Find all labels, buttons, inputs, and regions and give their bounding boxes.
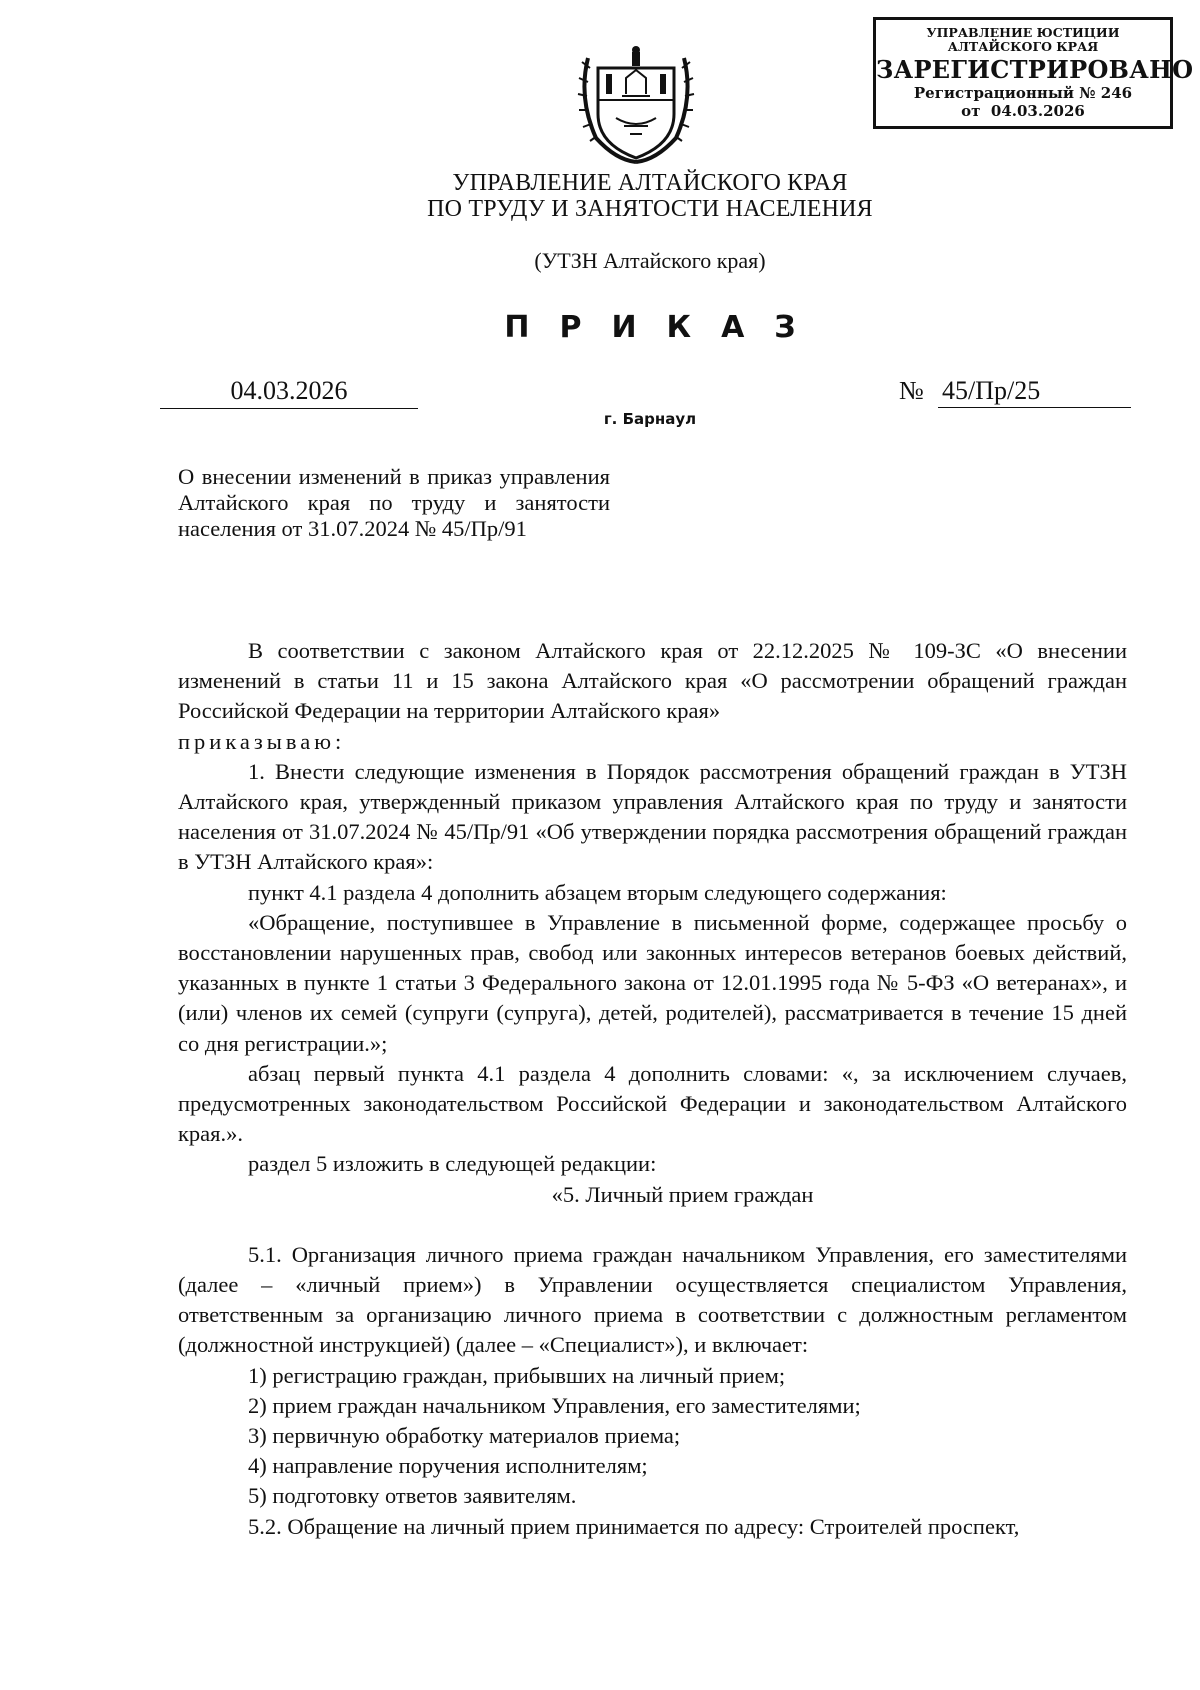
paragraph-5-2: 5.2. Обращение на личный прием принимается по адресу: Строителей проспект, — [248, 1513, 1020, 1539]
order-number: 45/Пр/25 — [938, 374, 1131, 408]
registration-stamp — [873, 17, 1194, 129]
stamp-org: УПРАВЛЕНИЕ ЮСТИЦИИ АЛТАЙСКОГО КРАЯ — [926, 25, 1120, 54]
list-item: 2) прием граждан начальником Управления, его заместителями; — [248, 1392, 861, 1418]
city: г. Барнаул — [603, 410, 697, 428]
document-type-title: ПРИКАЗ — [504, 310, 826, 345]
list-item: 4) направление поручения исполнителям; — [248, 1453, 648, 1479]
paragraph-4: абзац первый пункта 4.1 раздела 4 дополнить словами: «, за исключением случаев, предусмотренных законодательством Российской Федерации и законодательством Алтайского края.». — [178, 1060, 1127, 1147]
order-subject: О внесении изменений в приказ управления Алтайского края по труду и занятости населения от 31.07.2024 № 45/Пр/91 — [178, 464, 610, 541]
stamp-reg-number: Регистрационный № 246 — [913, 84, 1133, 102]
order-body — [178, 636, 1127, 1542]
paragraph-5: раздел 5 изложить в следующей редакции: — [248, 1151, 657, 1177]
list-item: 1) регистрацию граждан, прибывших на личный прием; — [248, 1362, 786, 1388]
stamp-status: ЗАРЕГИСТРИРОВАНО — [876, 55, 1194, 84]
section-title: «5. Личный прием граждан — [551, 1181, 814, 1207]
list-item: 3) первичную обработку материалов приема; — [248, 1423, 681, 1449]
stamp-date: от 04.03.2026 — [961, 102, 1085, 120]
preamble-paragraph: В соответствии с законом Алтайского края от 22.12.2025 № 109-ЗС «О внесении изменений в статьи 11 и 15 закона Алтайского края «О рассмотрении обращений граждан Российской Федерации на территории Алтайского края» — [178, 638, 1127, 724]
org-abbreviation: (УТЗН Алтайского края) — [534, 248, 766, 273]
order-number-label: № — [899, 376, 924, 405]
paragraph-1: 1. Внести следующие изменения в Порядок рассмотрения обращений граждан в УТЗН Алтайского края, утвержденный приказом управления Алтайского края по труду и занятости населения от 31.07.2024 № 45/Пр/91 «Об утверждении порядка рассмотрения обращений граждан в УТЗН Алтайского края»: — [178, 758, 1127, 875]
order-date: 04.03.2026 — [160, 374, 418, 409]
paragraph-2: пункт 4.1 раздела 4 дополнить абзацем вторым следующего содержания: — [248, 879, 947, 905]
paragraph-5-1: 5.1. Организация личного приема граждан начальником Управления, его заместителями (далее – «личный прием») в Управлении осуществляется специалистом Управления, ответственным за организацию личного приема в соответствии с должностным регламентом (должностной инструкцией) (далее – «Специалист»), и включает: — [178, 1241, 1127, 1358]
org-name-line-1: УПРАВЛЕНИЕ АЛТАЙСКОГО КРАЯ — [452, 170, 848, 196]
paragraph-3: «Обращение, поступившее в Управление в письменной форме, содержащее просьбу о восстановлении нарушенных прав, свобод или законных интересов ветеранов боевых действий, указанных в пункте 1 статьи 3 Федерального закона от 12.01.1995 года № 5-ФЗ «О ветеранах», и (или) членов их семей (супруги (супруга), детей, родителей), рассматривается в течение 15 дней со дня регистрации.»; — [178, 909, 1127, 1056]
order-word: приказываю: — [178, 728, 346, 754]
org-name-line-2: ПО ТРУДУ И ЗАНЯТОСТИ НАСЕЛЕНИЯ — [427, 196, 873, 222]
list-item: 5) подготовку ответов заявителям. — [248, 1483, 577, 1509]
coat-of-arms-icon — [576, 38, 696, 164]
